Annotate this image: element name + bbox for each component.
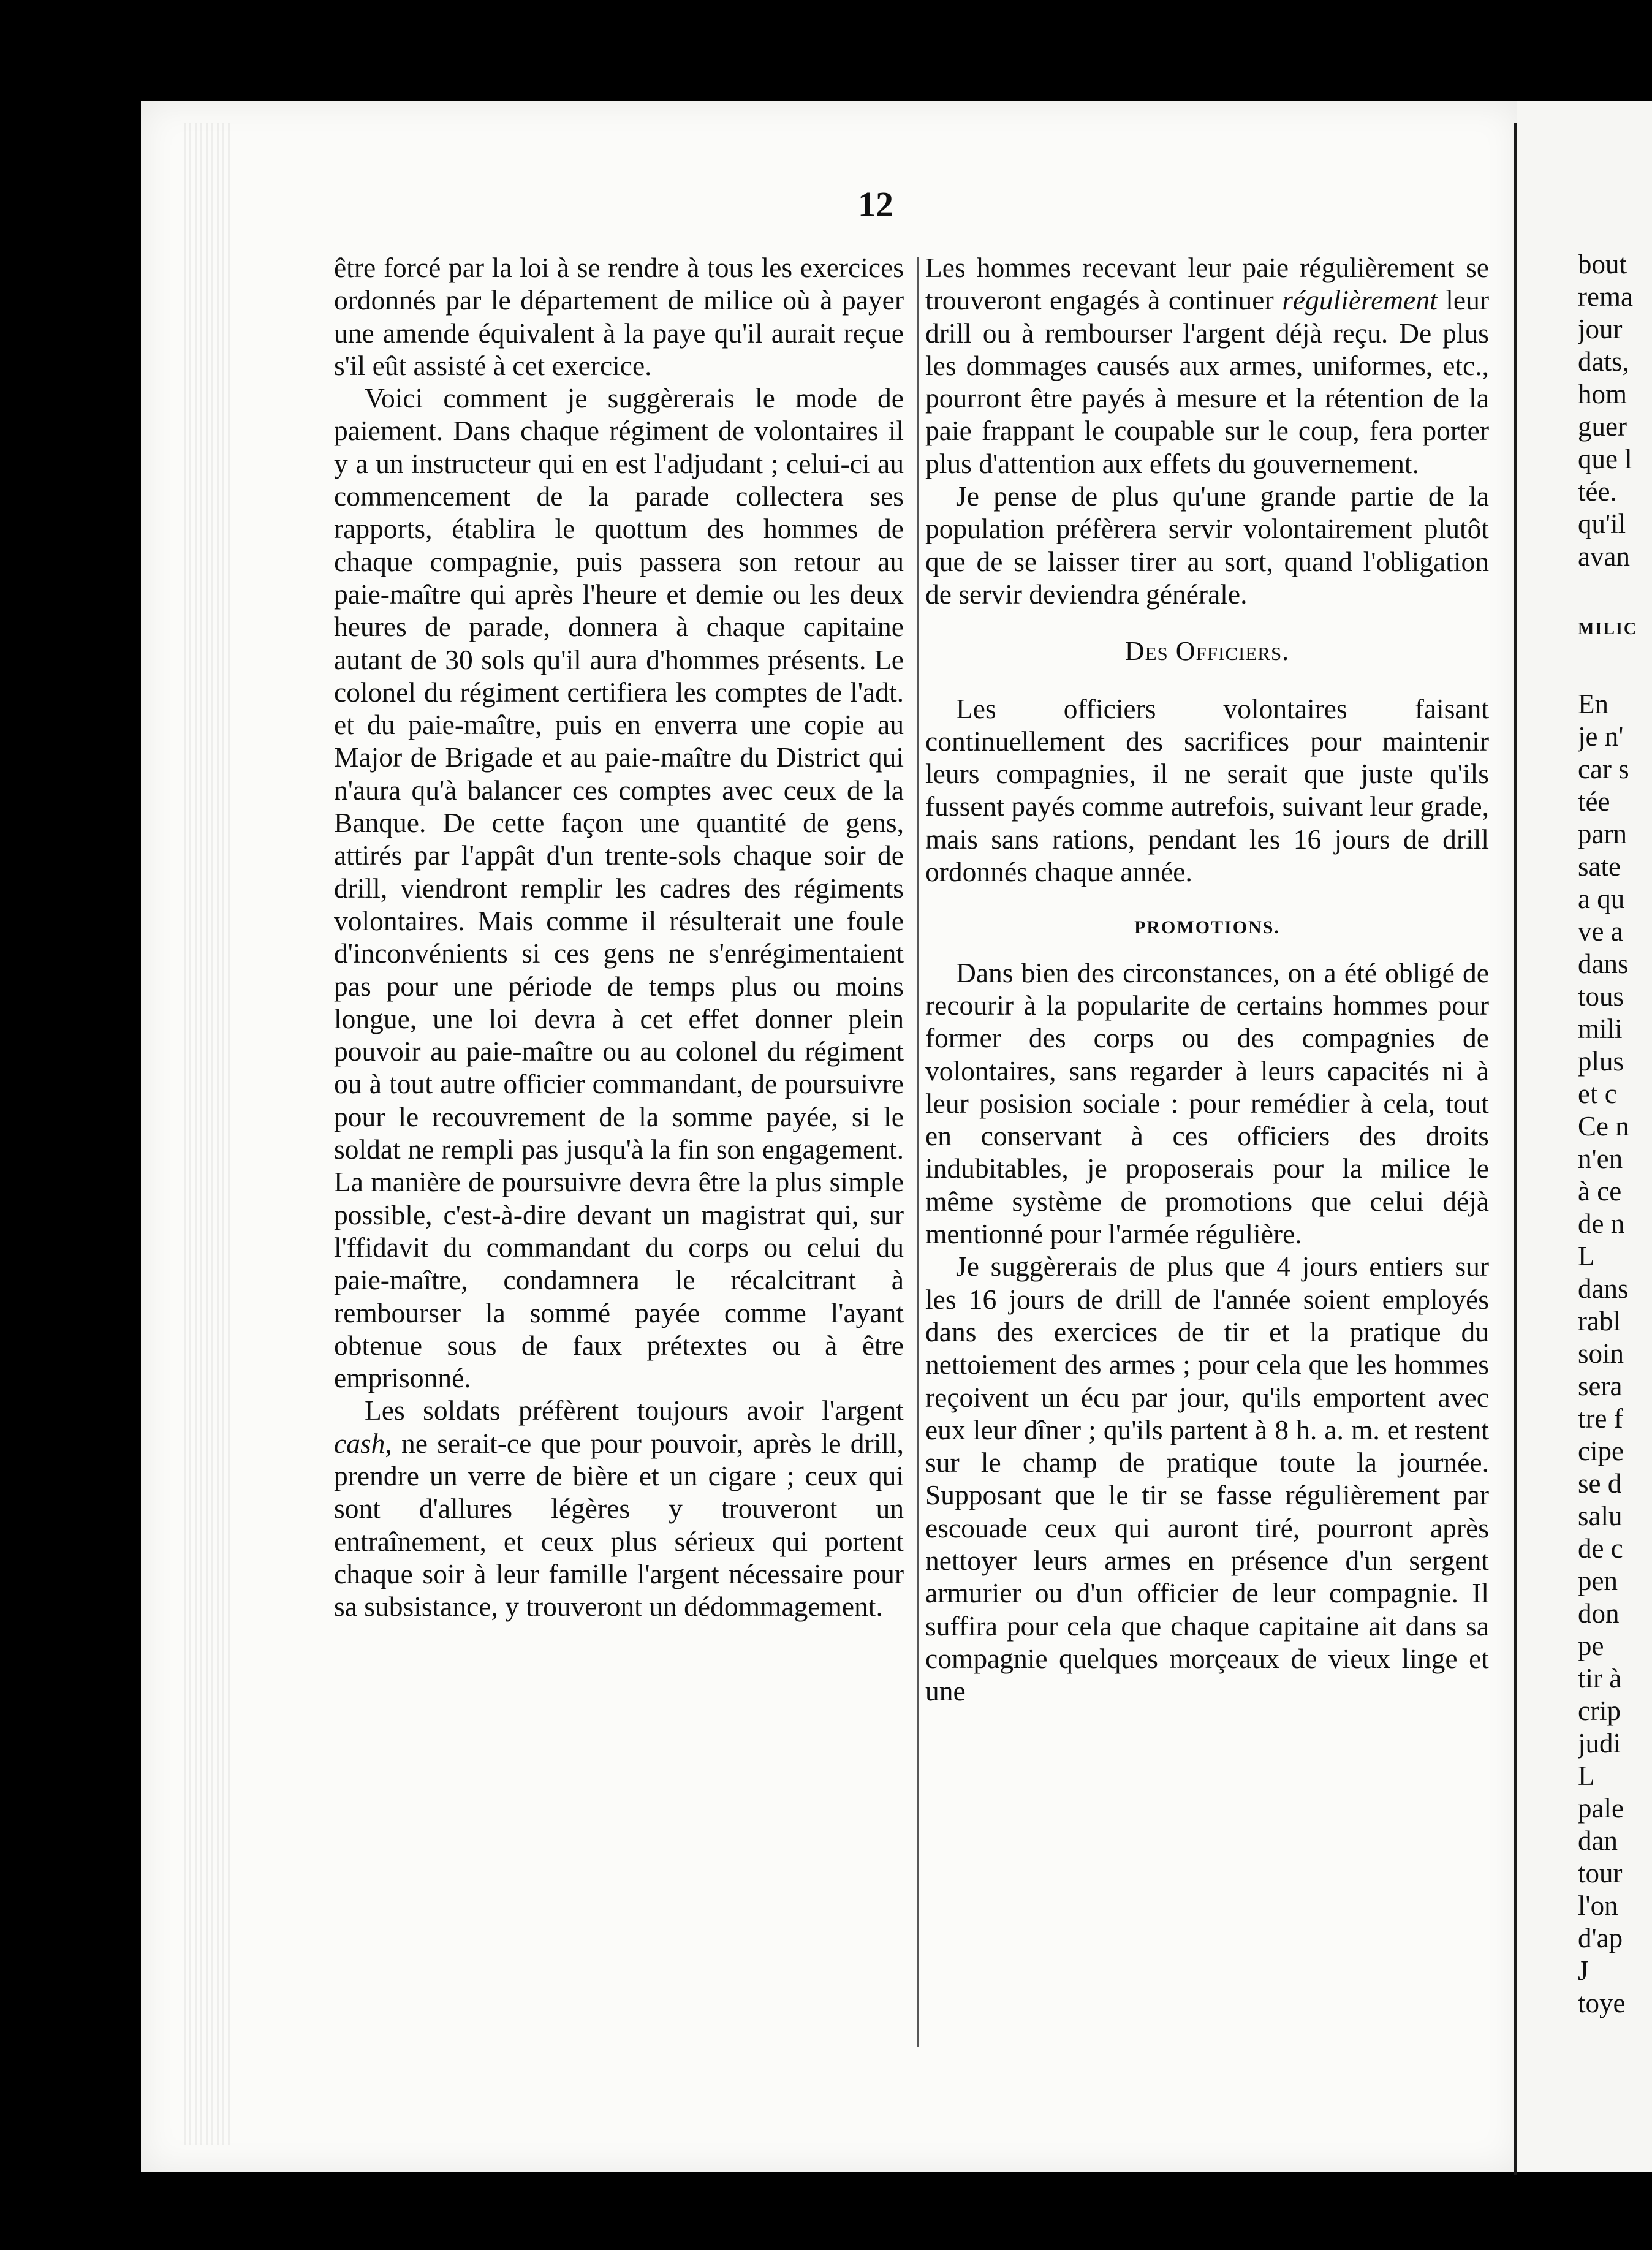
fragment-line: crip (1578, 1695, 1621, 1726)
paragraph: Je suggèrerais de plus que 4 jours entiers sur les 16 jours de drill de l'année soient employés dans des exercices de tir et la pratique du nettoiement des armes ; pour cela que les hommes reçoivent un écu par jour, qu'ils emportent avec eux leur dîner ; qu'ils partent à 8 h. a. m. et restent sur le champ de pratique toute la journée. Supposant que le tir se fasse régulièrement par escouade ceux qui auront tiré, pourront après nettoyer leurs armes en présence d'un sergent armurier ou d'un officier de leur compagnie. Il suffira pour cela que chaque capitaine ait dans sa compagnie quelques morçeaux de vieux linge et une (925, 1251, 1489, 1707)
fragment-line: tre f (1578, 1403, 1623, 1434)
fragment-line: avan (1578, 541, 1630, 572)
fragment-line: l'on (1578, 1890, 1618, 1921)
fragment-line: dan (1578, 1825, 1618, 1856)
fragment-line: toye (1578, 1988, 1626, 2018)
italic-word: régulièrement (1282, 284, 1438, 316)
fragment-line: bout (1578, 249, 1627, 279)
fragment-line: dats, (1578, 346, 1629, 377)
paragraph (925, 251, 1489, 480)
right-column-fragments (1578, 248, 1645, 2020)
fragment-line: tour (1578, 1858, 1623, 1888)
paragraph: Voici comment je suggèrerais le mode de paiement. Dans chaque régiment de volontaires il y a un instructeur qui en est l'adjudant ; celui-ci au commencement de la parade collectera ses rapports, établira le quottum des hommes de chaque compagnie, puis passera son retour au paie-maître qui après l'heure et demie ou les deux heures de parade, donnera à chaque capitaine autant de 30 sols qu'il aura d'hommes présents. Le colonel du régiment certifiera les comptes de l'adt. et du paie-maître, puis en enverra une copie au Major de Brigade et au paie-maître du District qui n'aura qu'à balancer ces comptes avec ceux de la Banque. De cette façon une quantité de gens, attirés par l'appât d'un trente-sols chaque soir de drill, viendront remplir les cadres des régiments volontaires. Mais comme il résulterait une foule d'inconvénients si ces gens ne s'enrégimentaient pas pour une période de temps plus ou moins longue, une loi devra à cet effet donner plein pouvoir au paie-maître ou au colonel du régiment ou à tout autre officier commandant, de poursuivre pour le recouvrement de la somme payée, si le soldat ne rempli pas jusqu'à la fin son engagement. La manière de poursuivre devra être la plus simple possible, c'est-à-dire devant un magistrat qui, sur l'ffidavit du commandant du corps ou celui du paie-maître, condamnera le récalcitrant à rembourser la sommé payée comme l'ayant obtenue sous de faux prétextes ou à être emprisonné. (334, 382, 904, 1394)
fragment-line: tous (1578, 981, 1624, 1012)
paragraph: Je pense de plus qu'une grande partie de la population préfèrera servir volontairement plutôt que de se laisser tirer au sort, quand l'obligation de servir deviendra générale. (925, 480, 1489, 610)
fragment-line: salu (1578, 1501, 1623, 1531)
fragment-line: rema (1578, 281, 1633, 312)
paragraph-text: Les hommes recevant leur paie régulièrement se trouveront engagés à continuer (925, 252, 1489, 316)
fragment-line: parn (1578, 819, 1627, 849)
fragment-line: don (1578, 1598, 1620, 1629)
fragment-line: pen (1578, 1566, 1618, 1596)
fragment-line: tée (1578, 786, 1610, 817)
paragraph: Les officiers volontaires faisant continuellement des sacrifices pour maintenir leurs compagnies, il ne serait que juste qu'ils fussent payés comme autrefois, suivant leur grade, mais sans rations, pendant les 16 jours de drill ordonnés chaque année. (925, 692, 1489, 888)
fragment-line: de c (1578, 1533, 1623, 1564)
paragraph-text: leur drill ou à rembourser l'argent déjà reçu. De plus les dommages causés aux armes, uniformes, etc., pourront être payés à mesure et la rétention de la paie frappant le coupable sur le coup, fera porter plus d'attention aux effets du gouvernement. (925, 284, 1489, 479)
fragment-line: que l (1578, 444, 1632, 474)
fragment-line: mili (1578, 1013, 1623, 1044)
fragment-line: soin (1578, 1338, 1624, 1369)
fragment-line: cipe (1578, 1436, 1624, 1466)
fragment-line: J (1578, 1955, 1589, 1986)
fragment-line: à ce (1578, 1176, 1622, 1206)
paragraph: Dans bien des circonstances, on a été obligé de recourir à la popularite de certains hommes pour former des corps ou des compagnies de volontaires, sans regarder à leurs capacités ni à leur posision sociale : pour remédier à cela, tout en conservant à ces officiers des droits indubitables, je proposerais pour la milice le même système de promotions que celui déjà mentionné pour l'armée régulière. (925, 956, 1489, 1250)
fragment-line: se d (1578, 1468, 1622, 1499)
left-column (334, 251, 904, 1623)
fragment-line: qu'il (1578, 509, 1626, 539)
fragment-line: L (1578, 1241, 1595, 1271)
fragment-line: sate (1578, 851, 1621, 882)
fragment-line: judi (1578, 1728, 1621, 1759)
fragment-line: guer (1578, 411, 1627, 442)
fragment-line: dans (1578, 949, 1629, 979)
fragment-heading: MILIC (1578, 619, 1638, 638)
fragment-line: Ce n (1578, 1111, 1629, 1142)
fragment-line: dans (1578, 1273, 1629, 1304)
fragment-line: L (1578, 1760, 1595, 1791)
fragment-line: je n' (1578, 721, 1624, 752)
fragment-line: jour (1578, 314, 1623, 344)
fragment-line: d'ap (1578, 1923, 1623, 1953)
fragment-line: En (1578, 689, 1608, 719)
fragment-line: et c (1578, 1078, 1617, 1109)
fragment-line: tée. (1578, 476, 1617, 507)
column-rule (917, 257, 919, 2047)
paragraph-text: , ne serait-ce que pour pouvoir, après le drill, prendre un verre de bière et un cigare ; ceux qui sont d'allures légères y trouveront un entraînement, et ceux plus sérieux qui portent chaque soir à leur famille l'argent nécessaire pour sa subsistance, y trouveront un dédommagement. (334, 1427, 904, 1623)
fragment-line: sera (1578, 1371, 1623, 1401)
fragment-line: rabl (1578, 1306, 1621, 1336)
middle-column (925, 251, 1489, 1707)
fragment-line: ve a (1578, 916, 1623, 947)
fragment-line: plus (1578, 1046, 1624, 1077)
paragraph (334, 1394, 904, 1623)
fragment-line: de n (1578, 1208, 1625, 1239)
italic-word: cash (334, 1427, 385, 1459)
fragment-line: tir à (1578, 1663, 1622, 1694)
fragment-line: a qu (1578, 884, 1625, 914)
fragment-line: car s (1578, 754, 1629, 784)
section-heading: PROMOTIONS. (1134, 917, 1280, 938)
paragraph-text: Les soldats préfèrent toujours avoir l'argent (365, 1395, 904, 1426)
section-heading: Des Officiers. (1124, 636, 1290, 667)
fragment-line: pale (1578, 1793, 1624, 1824)
fragment-line: hom (1578, 379, 1627, 409)
page-number: 12 (858, 184, 893, 224)
fragment-line: n'en (1578, 1143, 1623, 1174)
paragraph: être forcé par la loi à se rendre à tous les exercices ordonnés par le département de milice où à payer une amende équivalent à la paye qu'il aurait reçue s'il eût assisté à cet exercice. (334, 252, 904, 381)
page-gutter (1514, 123, 1517, 2175)
fragment-line: pe (1578, 1631, 1604, 1661)
page-edge-shadow (184, 123, 233, 2145)
